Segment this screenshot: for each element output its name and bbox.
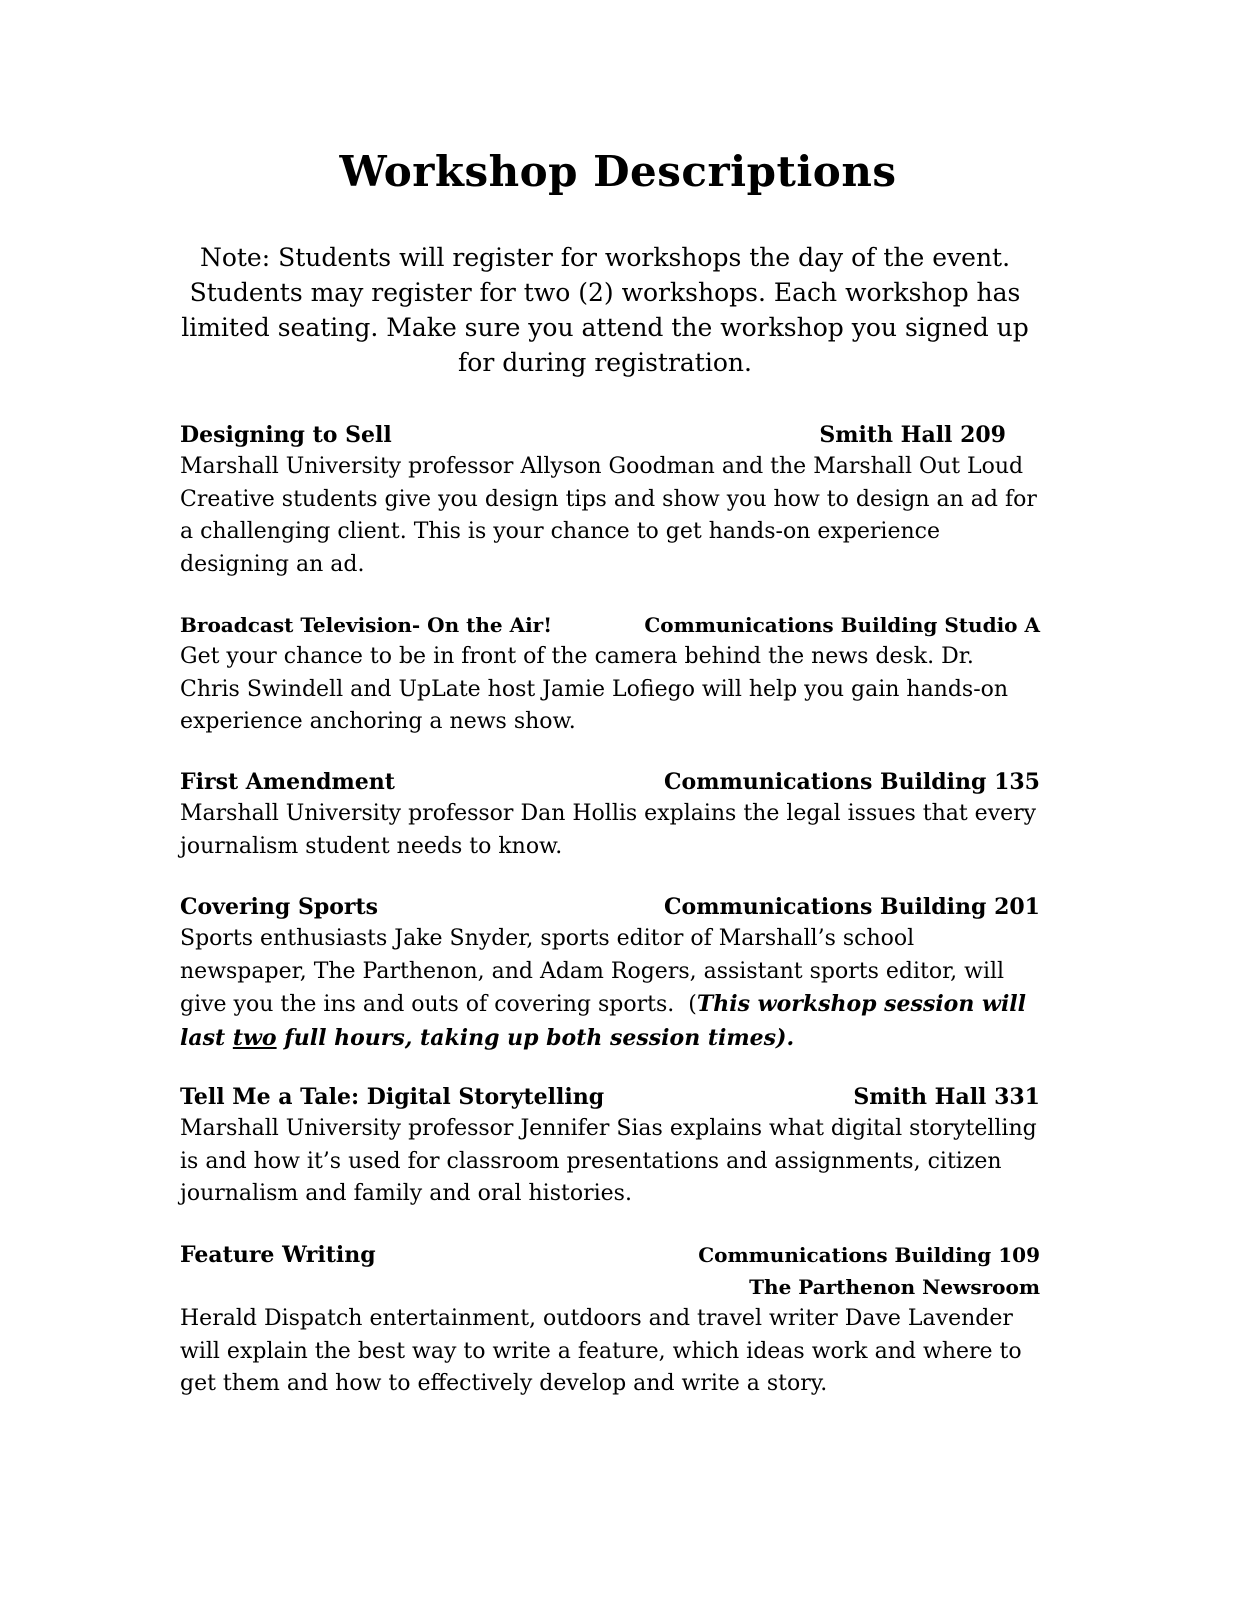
workshop-location: Smith Hall 209 <box>819 422 1006 448</box>
workshop-location: Communications Building 109 <box>698 1243 1040 1267</box>
workshop-first-amendment <box>180 766 1040 863</box>
workshop-location: Communications Building Studio A <box>644 613 1040 637</box>
workshop-designing-to-sell <box>180 419 1040 581</box>
workshop-location: Smith Hall 331 <box>853 1084 1040 1110</box>
workshop-feature-writing <box>180 1239 1040 1401</box>
workshop-location: Communications Building 201 <box>664 894 1040 920</box>
workshop-location-line2: The Parthenon Newsroom <box>749 1275 1040 1299</box>
emphasis-text-b: full hours, taking up both session times). <box>276 1024 795 1051</box>
registration-note: Note: Students will register for workshops the day of the event. Students may register for two (2) workshops. Each workshop has limited seating. Make sure you attend the workshop you signed up for during registration. <box>181 243 1029 377</box>
workshop-description: Marshall University professor Allyson Goodman and the Marshall Out Loud Creative students give you design tips and show you how to design an ad for a challenging client. This is your chance to get hands-on experience designing an ad. <box>180 454 1037 577</box>
workshop-title: Designing to Sell <box>180 422 392 448</box>
workshop-title: Tell Me a Tale: Digital Storytelling <box>180 1084 605 1110</box>
workshop-title: First Amendment <box>180 769 395 795</box>
workshop-description <box>180 923 1040 1055</box>
workshop-description: Herald Dispatch entertainment, outdoors and travel writer Dave Lavender will explain the best way to write a feature, which ideas work and where to get them and how to effectively develop and write a story. <box>180 1306 1022 1396</box>
workshop-title: Broadcast Television- On the Air! <box>180 613 553 637</box>
workshop-title: Feature Writing <box>180 1242 376 1268</box>
emphasis-underlined: two <box>232 1024 277 1051</box>
workshop-description: Get your chance to be in front of the camera behind the news desk. Dr. Chris Swindell and UpLate host Jamie Lofiego will help you gain hands-on experience anchoring a news show. <box>180 644 1009 734</box>
workshop-broadcast-television <box>180 609 1040 739</box>
emphasis-text-a: This workshop session will last <box>180 991 1027 1051</box>
workshop-location: Communications Building 135 <box>664 769 1040 795</box>
workshop-title: Covering Sports <box>180 894 379 920</box>
description-text: Sports enthusiasts Jake Snyder, sports editor of Marshall’s school newspaper, The Parthenon, and Adam Rogers, assistant sports editor, will give you the ins and outs of covering sports. <box>180 926 1005 1017</box>
workshop-digital-storytelling <box>180 1081 1040 1211</box>
page-title: Workshop Descriptions <box>339 147 897 196</box>
emphasis-open: ( <box>688 992 697 1017</box>
workshop-description: Marshall University professor Dan Hollis explains the legal issues that every journalism student needs to know. <box>180 801 1037 859</box>
workshop-covering-sports <box>180 891 1040 1055</box>
workshop-description: Marshall University professor Jennifer Sias explains what digital storytelling is and how it’s used for classroom presentations and assignments, citizen journalism and family and oral histories. <box>180 1116 1037 1206</box>
